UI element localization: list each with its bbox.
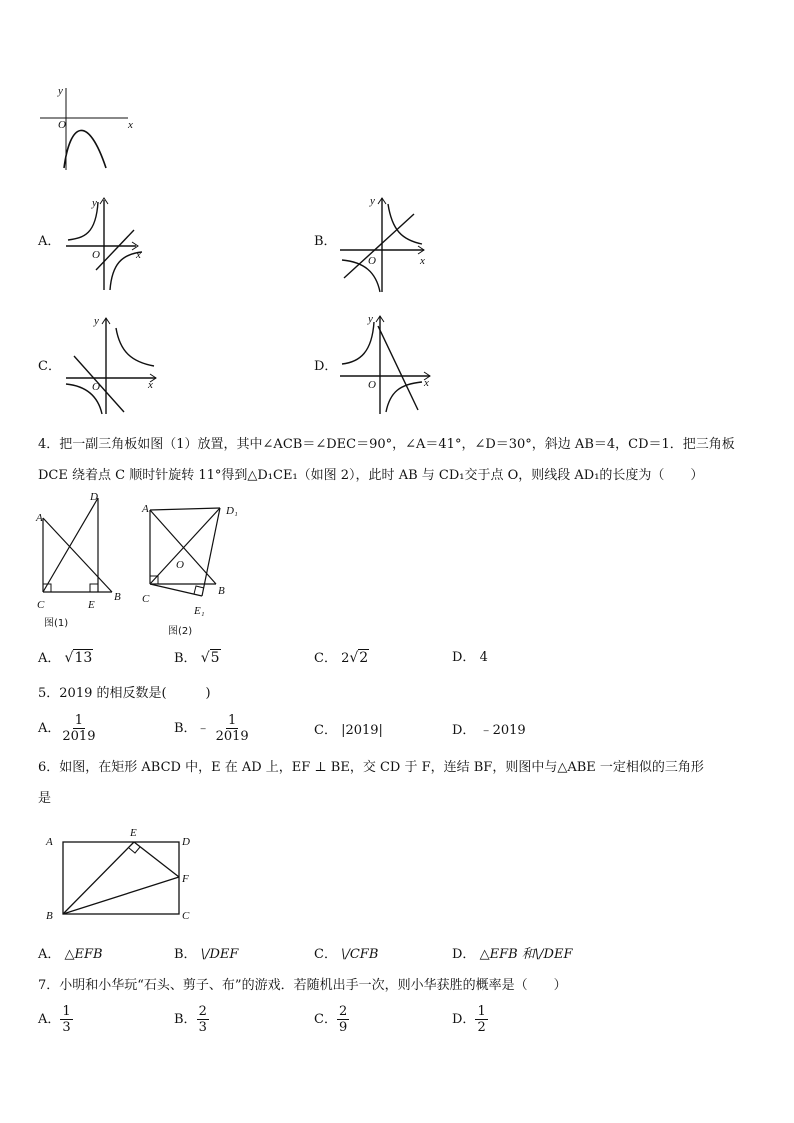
q3-parabola-figure xyxy=(36,84,146,174)
svg-text:O: O xyxy=(368,379,376,391)
q4-option-c[interactable] xyxy=(314,649,369,668)
fraction: $\frac{2}{3}$ xyxy=(198,1004,207,1035)
svg-text:y: y xyxy=(92,197,97,209)
q3-option-c-label: C． xyxy=(38,359,61,374)
fraction: $\frac{2}{9}$ xyxy=(338,1004,348,1035)
radicand: 2 xyxy=(359,650,369,666)
svg-text:y: y xyxy=(370,195,375,207)
q3-option-a-label: A． xyxy=(38,234,61,249)
svg-text:x: x xyxy=(420,255,425,267)
option-label: B． xyxy=(174,651,197,666)
option-value: |2019| xyxy=(341,723,383,738)
svg-text:E: E xyxy=(130,827,137,839)
q5-option-b[interactable] xyxy=(174,713,251,744)
q4-figure-2 xyxy=(136,498,246,640)
q3-option-d-graph xyxy=(338,312,438,416)
axis-y-label: y xyxy=(58,85,63,97)
option-label: A． xyxy=(38,1011,61,1027)
svg-text:图(2): 图(2) xyxy=(168,626,193,637)
svg-text:x: x xyxy=(136,249,141,261)
q6-option-c[interactable] xyxy=(314,946,378,964)
svg-text:D: D xyxy=(182,836,190,848)
svg-text:O: O xyxy=(92,249,100,261)
svg-text:F: F xyxy=(182,873,189,885)
option-label: B． xyxy=(174,720,197,736)
coefficient: 2 xyxy=(341,651,350,666)
q5-option-d[interactable] xyxy=(452,722,526,740)
svg-text:y: y xyxy=(368,313,373,325)
svg-text:C: C xyxy=(37,599,45,611)
option-value: \/DEF xyxy=(200,947,239,962)
fraction: $\frac{1}{2019}$ xyxy=(62,713,96,744)
fraction: $\frac{1}{2}$ xyxy=(477,1004,486,1035)
option-label: B． xyxy=(174,1011,197,1027)
sqrt-symbol: √2 xyxy=(349,650,369,666)
option-value: △EFB 和\/DEF xyxy=(479,947,573,962)
q5-option-a[interactable] xyxy=(38,713,97,744)
svg-text:E: E xyxy=(88,599,95,611)
svg-text:x: x xyxy=(424,377,429,389)
option-value: \/CFB xyxy=(341,947,379,962)
minus-sign: ﹣ xyxy=(196,720,210,736)
q6-option-d[interactable] xyxy=(452,946,572,964)
q4-option-a[interactable] xyxy=(38,649,93,668)
q3-option-a-graph xyxy=(64,194,154,292)
radicand: 5 xyxy=(210,650,220,666)
svg-text:A: A xyxy=(142,503,149,515)
q7-option-c[interactable] xyxy=(314,1004,349,1035)
q5-stem: 5．2019 的相反数是( ) xyxy=(38,686,211,701)
option-value: 4 xyxy=(479,650,488,665)
option-value: △EFB xyxy=(64,947,103,962)
option-label: A． xyxy=(38,720,61,736)
q5-option-c[interactable] xyxy=(314,722,383,740)
svg-text:图(1): 图(1) xyxy=(44,618,69,629)
svg-text:C: C xyxy=(182,910,190,922)
svg-text:A: A xyxy=(46,836,53,848)
q4-option-b[interactable] xyxy=(174,649,221,668)
svg-text:C: C xyxy=(142,593,150,605)
option-label: C． xyxy=(314,1011,337,1027)
option-label: C． xyxy=(314,947,337,962)
q6-stem-line1: 6．如图，在矩形 ABCD 中，E 在 AD 上，EF ⊥ BE，交 CD 于 F，连结 BF，则图中与△ABE 一定相似的三角形 xyxy=(38,760,704,775)
option-label: D． xyxy=(452,1011,476,1027)
q6-rectangle-figure xyxy=(38,822,198,924)
q4-stem-line2: DCE 绕着点 C 顺时针旋转 11°得到△D₁CE₁（如图 2），此时 AB 与 CD₁交于点 O，则线段 AD₁的长度为（ ） xyxy=(38,468,704,483)
q4-figure-1 xyxy=(34,488,126,630)
option-label: D． xyxy=(452,723,476,738)
q4-option-d[interactable] xyxy=(452,649,488,667)
svg-text:y: y xyxy=(94,315,99,327)
q7-option-d[interactable] xyxy=(452,1004,488,1035)
q6-option-b[interactable] xyxy=(174,946,238,964)
origin-label: O xyxy=(58,119,66,131)
svg-text:E₁: E₁ xyxy=(194,605,205,617)
svg-text:O: O xyxy=(176,559,184,571)
svg-text:O: O xyxy=(368,255,376,267)
q6-stem-line2: 是 xyxy=(38,791,52,806)
option-label: A． xyxy=(38,651,61,666)
svg-text:O: O xyxy=(92,381,100,393)
q7-option-b[interactable] xyxy=(174,1004,209,1035)
q7-stem: 7．小明和小华玩“石头、剪子、布”的游戏．若随机出手一次，则小华获胜的概率是（ ） xyxy=(38,978,567,993)
svg-text:B: B xyxy=(46,910,53,922)
svg-text:A: A xyxy=(36,512,43,524)
q3-option-b-graph xyxy=(338,194,434,294)
option-label: D． xyxy=(452,947,476,962)
option-label: A． xyxy=(38,947,61,962)
svg-text:B: B xyxy=(218,585,225,597)
q7-option-a[interactable] xyxy=(38,1004,73,1035)
svg-text:D: D xyxy=(90,491,98,503)
q6-option-a[interactable] xyxy=(38,946,103,964)
fraction: $\frac{1}{3}$ xyxy=(62,1004,71,1035)
option-value: ﹣2019 xyxy=(479,723,526,738)
q3-option-d-label: D． xyxy=(314,359,338,374)
sqrt-symbol: √13 xyxy=(64,650,93,666)
radicand: 13 xyxy=(74,650,93,666)
axis-x-label: x xyxy=(128,119,133,131)
option-label: D． xyxy=(452,650,476,665)
svg-text:x: x xyxy=(148,379,153,391)
option-label: C． xyxy=(314,651,337,666)
svg-text:D₁: D₁ xyxy=(226,505,238,517)
q3-option-b-label: B． xyxy=(314,234,337,249)
q4-stem-line1: 4．把一副三角板如图（1）放置，其中∠ACB＝∠DEC＝90°，∠A＝41°，∠D＝30°，斜边 AB＝4，CD＝1．把三角板 xyxy=(38,437,735,452)
fraction: $\frac{1}{2019}$ xyxy=(215,713,249,744)
q3-option-c-graph xyxy=(64,312,164,416)
option-label: B． xyxy=(174,947,197,962)
svg-text:B: B xyxy=(114,591,121,603)
option-label: C． xyxy=(314,723,337,738)
sqrt-symbol: √5 xyxy=(200,650,220,666)
